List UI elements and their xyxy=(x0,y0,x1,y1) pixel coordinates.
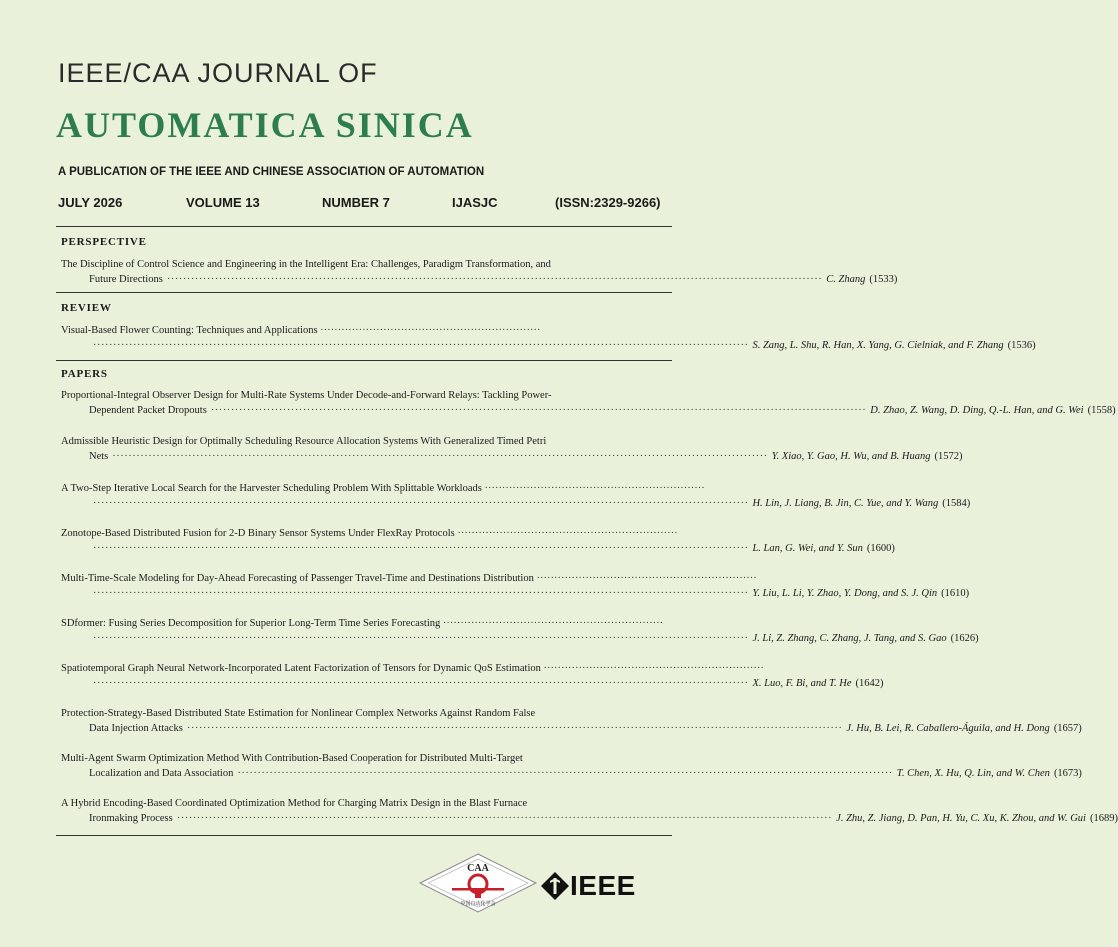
journal-title-line1: IEEE/CAA JOURNAL OF xyxy=(58,58,378,88)
entry-authors: X. Luo, F. Bi, and T. He xyxy=(752,678,852,689)
toc-entry[interactable] xyxy=(61,661,884,691)
entry-title: Multi-Time-Scale Modeling for Day-Ahead Forecasting of Passenger Travel-Time and Destinations Distribution xyxy=(61,573,534,584)
entry-title: Zonotope-Based Distributed Fusion for 2-D Binary Sensor Systems Under FlexRay Protocols xyxy=(61,528,455,539)
entry-page-number: (1642) xyxy=(855,678,884,689)
entry-authors: J. Zhu, Z. Jiang, D. Pan, H. Yu, C. Xu, K. Zhou, and W. Gui xyxy=(836,813,1086,824)
ieee-logo-text: IEEE xyxy=(570,870,636,901)
entry-title: Proportional-Integral Observer Design for Multi-Rate Systems Under Decode-and-Forward Relays: Tackling Power- xyxy=(61,390,552,401)
entry-title-continued: Future Directions xyxy=(89,274,163,285)
entry-authors: Y. Xiao, Y. Gao, H. Wu, and B. Huang xyxy=(771,451,931,462)
toc-entry[interactable] xyxy=(61,706,1082,736)
toc-entry[interactable] xyxy=(61,526,895,556)
entry-title: Multi-Agent Swarm Optimization Method With Contribution-Based Cooperation for Distributed Multi-Target xyxy=(61,753,523,764)
journal-title-line2: AUTOMATICA SINICA xyxy=(56,105,474,145)
leader-dots: ······························································· xyxy=(481,483,705,494)
entry-page-number: (1558) xyxy=(1087,405,1116,416)
leader-dots xyxy=(93,631,748,646)
entry-page-number: (1657) xyxy=(1053,723,1082,734)
leader-dots xyxy=(93,496,748,511)
ieee-diamond-icon xyxy=(540,871,570,901)
divider xyxy=(56,835,672,836)
divider xyxy=(56,360,672,361)
leader-dots: ······························································· xyxy=(317,325,541,336)
entry-authors: H. Lin, J. Liang, B. Jin, C. Yue, and Y. Wang xyxy=(752,498,939,509)
entry-title: Protection-Strategy-Based Distributed State Estimation for Nonlinear Complex Networks Against Random False xyxy=(61,708,536,719)
entry-title-continued: Localization and Data Association xyxy=(89,768,234,779)
leader-dots xyxy=(177,811,832,826)
divider xyxy=(56,226,672,227)
leader-dots xyxy=(167,272,822,287)
toc-entry[interactable] xyxy=(61,388,1116,418)
section-title-papers: PAPERS xyxy=(61,368,108,380)
entry-page-number: (1533) xyxy=(869,274,898,285)
leader-dots: ······························································· xyxy=(533,573,757,584)
leader-dots: ······························································· xyxy=(454,528,678,539)
leader-dots xyxy=(93,541,748,556)
issn: (ISSN:2329-9266) xyxy=(555,195,661,210)
leader-dots xyxy=(93,586,748,601)
divider xyxy=(56,292,672,293)
entry-page-number: (1584) xyxy=(942,498,971,509)
toc-entry[interactable] xyxy=(61,257,898,287)
publisher-logos xyxy=(418,852,678,922)
publication-subtitle: A PUBLICATION OF THE IEEE AND CHINESE ASSOCIATION OF AUTOMATION xyxy=(58,166,485,178)
entry-authors: J. Li, Z. Zhang, C. Zhang, J. Tang, and S. Gao xyxy=(752,633,947,644)
leader-dots: ······························································· xyxy=(440,618,664,629)
journal-code: IJASJC xyxy=(452,195,498,210)
entry-page-number: (1626) xyxy=(950,633,979,644)
entry-page-number: (1600) xyxy=(866,543,895,554)
entry-authors: S. Zang, L. Shu, R. Han, X. Yang, G. Cielniak, and F. Zhang xyxy=(752,340,1004,351)
entry-title: Spatiotemporal Graph Neural Network-Incorporated Latent Factorization of Tensors for Dynamic QoS Estimation xyxy=(61,663,541,674)
toc-entry[interactable] xyxy=(61,616,979,646)
leader-dots xyxy=(237,766,892,781)
leader-dots: ······························································· xyxy=(540,663,764,674)
leader-dots xyxy=(211,403,866,418)
leader-dots xyxy=(187,721,842,736)
caa-logo-icon xyxy=(418,852,538,914)
caa-chinese-text: 中国自动化学会 xyxy=(460,901,496,907)
entry-title-continued: Nets xyxy=(89,451,109,462)
entry-authors: J. Hu, B. Lei, R. Caballero-Águila, and H. Dong xyxy=(846,723,1050,734)
toc-entry[interactable] xyxy=(61,751,1082,781)
issue-volume: VOLUME 13 xyxy=(186,195,260,210)
caa-logo-text: CAA xyxy=(467,863,489,874)
entry-title: SDformer: Fusing Series Decomposition for Superior Long-Term Time Series Forecasting xyxy=(61,618,441,629)
entry-page-number: (1536) xyxy=(1007,340,1036,351)
entry-title: The Discipline of Control Science and Engineering in the Intelligent Era: Challenges, Paradigm Transformation, and xyxy=(61,259,551,270)
section-title-review: REVIEW xyxy=(61,302,112,314)
entry-title: Admissible Heuristic Design for Optimally Scheduling Resource Allocation Systems With Generalized Timed Petri xyxy=(61,436,547,447)
entry-authors: L. Lan, G. Wei, and Y. Sun xyxy=(752,543,863,554)
entry-page-number: (1610) xyxy=(941,588,970,599)
entry-page-number: (1673) xyxy=(1053,768,1082,779)
entry-authors: C. Zhang xyxy=(826,274,866,285)
toc-entry[interactable] xyxy=(61,323,1036,353)
issue-date: JULY 2026 xyxy=(58,195,123,210)
entry-authors: T. Chen, X. Hu, Q. Lin, and W. Chen xyxy=(896,768,1050,779)
toc-entry[interactable] xyxy=(61,481,971,511)
leader-dots xyxy=(93,676,748,691)
toc-entry[interactable] xyxy=(61,571,970,601)
entry-page-number: (1689) xyxy=(1089,813,1118,824)
toc-entry[interactable] xyxy=(61,796,1118,826)
entry-authors: Y. Liu, L. Li, Y. Zhao, Y. Dong, and S. J. Qin xyxy=(752,588,938,599)
leader-dots xyxy=(93,338,748,353)
section-title-perspective: PERSPECTIVE xyxy=(61,236,147,248)
leader-dots xyxy=(112,449,767,464)
entry-page-number: (1572) xyxy=(934,451,963,462)
entry-title-continued: Data Injection Attacks xyxy=(89,723,183,734)
entry-title-continued: Ironmaking Process xyxy=(89,813,173,824)
entry-title: A Two-Step Iterative Local Search for the Harvester Scheduling Problem With Splittable Workloads xyxy=(61,483,482,494)
entry-title: A Hybrid Encoding-Based Coordinated Optimization Method for Charging Matrix Design in the Blast Furnace xyxy=(61,798,528,809)
toc-entry[interactable] xyxy=(61,434,963,464)
entry-title-continued: Dependent Packet Dropouts xyxy=(89,405,207,416)
entry-title: Visual-Based Flower Counting: Techniques and Applications xyxy=(61,325,318,336)
entry-authors: D. Zhao, Z. Wang, D. Ding, Q.-L. Han, and G. Wei xyxy=(870,405,1084,416)
issue-number: NUMBER 7 xyxy=(322,195,390,210)
